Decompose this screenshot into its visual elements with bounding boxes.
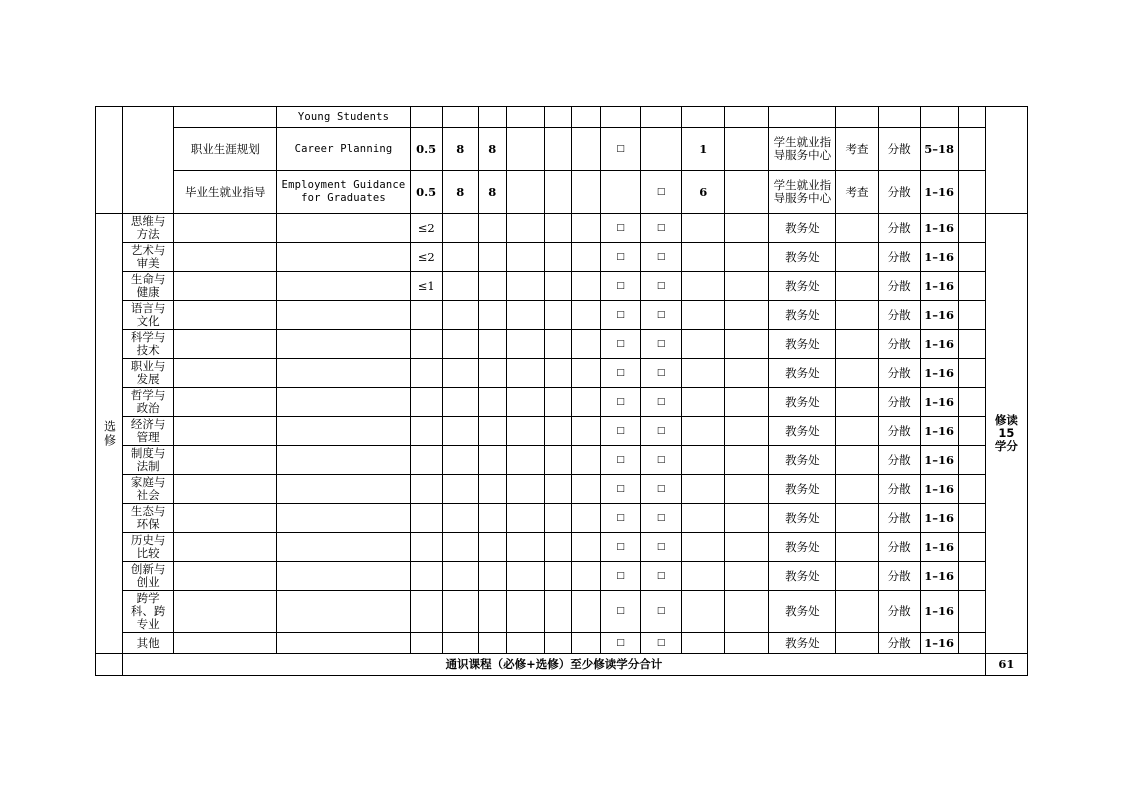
chinese-name-cell: 职业生涯规划 — [174, 128, 277, 171]
checkbox-cell: □ — [601, 359, 641, 388]
hours-theory-cell: 8 — [478, 128, 506, 171]
semester-cell: 1 — [682, 128, 725, 171]
category-cell: 制度与法制 — [123, 446, 174, 475]
checkbox-cell: □ — [601, 128, 641, 171]
department-cell: 教务处 — [769, 562, 836, 591]
credits-cell — [410, 388, 442, 417]
weeks-cell: 1–16 — [920, 446, 958, 475]
table-row — [96, 446, 1028, 475]
credits-cell: 0.5 — [410, 171, 442, 214]
category-cell: 科学与技术 — [123, 330, 174, 359]
checkbox-cell: □ — [601, 504, 641, 533]
department-cell: 教务处 — [769, 475, 836, 504]
credits-cell: 0.5 — [410, 128, 442, 171]
english-name-cell: Career Planning — [277, 128, 410, 171]
checkbox-cell: □ — [601, 633, 641, 654]
table-row — [96, 633, 1028, 654]
chinese-name-cell — [174, 107, 277, 128]
department-cell: 教务处 — [769, 504, 836, 533]
table-row — [96, 107, 1028, 128]
category-cell: 创新与创业 — [123, 562, 174, 591]
weeks-cell: 1–16 — [920, 214, 958, 243]
credits-cell — [410, 562, 442, 591]
checkbox-cell: □ — [641, 562, 682, 591]
weeks-cell: 1–16 — [920, 417, 958, 446]
table-row — [96, 171, 1028, 214]
weeks-cell: 1–16 — [920, 301, 958, 330]
checkbox-cell: □ — [601, 591, 641, 633]
table-row — [96, 475, 1028, 504]
scheduling-cell: 分散 — [878, 591, 920, 633]
hours-total-cell: 8 — [442, 128, 478, 171]
department-cell: 学生就业指导服务中心 — [769, 171, 836, 214]
department-cell: 教务处 — [769, 591, 836, 633]
department-cell: 教务处 — [769, 243, 836, 272]
assessment-cell: 考查 — [836, 128, 878, 171]
department-cell: 教务处 — [769, 388, 836, 417]
credits-cell — [410, 591, 442, 633]
checkbox-cell: □ — [601, 562, 641, 591]
scheduling-cell: 分散 — [878, 128, 920, 171]
weeks-cell: 5–18 — [920, 128, 958, 171]
department-cell: 教务处 — [769, 330, 836, 359]
table-row — [96, 417, 1028, 446]
table-row — [96, 301, 1028, 330]
table-row — [96, 591, 1028, 633]
group-cell — [96, 107, 123, 214]
weeks-cell: 1–16 — [920, 359, 958, 388]
weeks-cell: 1–16 — [920, 171, 958, 214]
elective-group-label: 选修 — [96, 214, 123, 654]
scheduling-cell: 分散 — [878, 171, 920, 214]
weeks-cell: 1–16 — [920, 633, 958, 654]
semester-cell: 6 — [682, 171, 725, 214]
checkbox-cell: □ — [601, 417, 641, 446]
subgroup-cell — [123, 107, 174, 214]
weeks-cell: 1–16 — [920, 504, 958, 533]
elective-requirement: 修读15学分 — [985, 214, 1027, 654]
category-cell: 家庭与社会 — [123, 475, 174, 504]
department-cell: 教务处 — [769, 214, 836, 243]
credits-cell — [410, 330, 442, 359]
category-cell: 跨学科、跨专业 — [123, 591, 174, 633]
table-row — [96, 504, 1028, 533]
scheduling-cell: 分散 — [878, 475, 920, 504]
credits-cell — [410, 633, 442, 654]
scheduling-cell: 分散 — [878, 330, 920, 359]
category-cell: 生态与环保 — [123, 504, 174, 533]
chinese-name-cell: 毕业生就业指导 — [174, 171, 277, 214]
checkbox-cell: □ — [601, 272, 641, 301]
checkbox-cell: □ — [641, 359, 682, 388]
hours-total-cell: 8 — [442, 171, 478, 214]
checkbox-cell: □ — [641, 475, 682, 504]
checkbox-cell: □ — [641, 301, 682, 330]
checkbox-cell: □ — [601, 330, 641, 359]
weeks-cell: 1–16 — [920, 330, 958, 359]
checkbox-cell: □ — [641, 330, 682, 359]
checkbox-cell: □ — [641, 171, 682, 214]
table-row — [96, 359, 1028, 388]
checkbox-cell: □ — [641, 214, 682, 243]
credits-cell: ≤2 — [410, 243, 442, 272]
scheduling-cell: 分散 — [878, 301, 920, 330]
scheduling-cell: 分散 — [878, 388, 920, 417]
credits-cell — [410, 359, 442, 388]
category-cell: 艺术与审美 — [123, 243, 174, 272]
checkbox-cell: □ — [601, 533, 641, 562]
checkbox-cell: □ — [601, 446, 641, 475]
category-cell: 思维与方法 — [123, 214, 174, 243]
checkbox-cell: □ — [641, 272, 682, 301]
english-name-cell: Young Students — [277, 107, 410, 128]
english-name-cell: Employment Guidance for Graduates — [277, 171, 410, 214]
scheduling-cell: 分散 — [878, 562, 920, 591]
scheduling-cell: 分散 — [878, 417, 920, 446]
checkbox-cell: □ — [601, 243, 641, 272]
table-row — [96, 272, 1028, 301]
table-row — [96, 533, 1028, 562]
table-row — [96, 243, 1028, 272]
department-cell: 教务处 — [769, 633, 836, 654]
hours-theory-cell: 8 — [478, 171, 506, 214]
checkbox-cell: □ — [601, 475, 641, 504]
scheduling-cell: 分散 — [878, 533, 920, 562]
weeks-cell: 1–16 — [920, 388, 958, 417]
weeks-cell: 1–16 — [920, 475, 958, 504]
credits-cell — [410, 301, 442, 330]
credits-cell — [410, 504, 442, 533]
checkbox-cell: □ — [641, 504, 682, 533]
total-label: 通识课程（必修+选修）至少修读学分合计 — [123, 654, 986, 676]
assessment-cell: 考查 — [836, 171, 878, 214]
credits-cell — [410, 417, 442, 446]
weeks-cell: 1–16 — [920, 272, 958, 301]
credits-cell — [410, 533, 442, 562]
table-row — [96, 562, 1028, 591]
category-cell: 历史与比较 — [123, 533, 174, 562]
weeks-cell: 1–16 — [920, 562, 958, 591]
table-row — [96, 128, 1028, 171]
checkbox-cell: □ — [641, 446, 682, 475]
total-value: 61 — [985, 654, 1027, 676]
department-cell: 教务处 — [769, 272, 836, 301]
category-cell: 生命与健康 — [123, 272, 174, 301]
category-cell: 哲学与政治 — [123, 388, 174, 417]
checkbox-cell: □ — [641, 533, 682, 562]
total-row — [96, 654, 1028, 676]
scheduling-cell: 分散 — [878, 359, 920, 388]
checkbox-cell — [601, 171, 641, 214]
scheduling-cell: 分散 — [878, 504, 920, 533]
credits-cell: ≤2 — [410, 214, 442, 243]
department-cell: 教务处 — [769, 359, 836, 388]
table-row — [96, 330, 1028, 359]
scheduling-cell: 分散 — [878, 214, 920, 243]
curriculum-table — [95, 106, 1028, 676]
category-cell: 经济与管理 — [123, 417, 174, 446]
department-cell: 教务处 — [769, 301, 836, 330]
scheduling-cell: 分散 — [878, 633, 920, 654]
weeks-cell: 1–16 — [920, 243, 958, 272]
checkbox-cell: □ — [601, 301, 641, 330]
checkbox-cell: □ — [641, 243, 682, 272]
category-cell: 职业与发展 — [123, 359, 174, 388]
checkbox-cell: □ — [641, 388, 682, 417]
checkbox-cell: □ — [641, 417, 682, 446]
department-cell: 教务处 — [769, 446, 836, 475]
checkbox-cell: □ — [601, 388, 641, 417]
credits-cell — [410, 475, 442, 504]
scheduling-cell: 分散 — [878, 446, 920, 475]
checkbox-cell — [641, 128, 682, 171]
category-cell: 语言与文化 — [123, 301, 174, 330]
department-cell: 教务处 — [769, 533, 836, 562]
checkbox-cell: □ — [601, 214, 641, 243]
weeks-cell: 1–16 — [920, 591, 958, 633]
department-cell: 学生就业指导服务中心 — [769, 128, 836, 171]
credits-cell — [410, 446, 442, 475]
table-row — [96, 214, 1028, 243]
credits-cell: ≤1 — [410, 272, 442, 301]
scheduling-cell: 分散 — [878, 243, 920, 272]
table-row — [96, 388, 1028, 417]
category-cell: 其他 — [123, 633, 174, 654]
checkbox-cell: □ — [641, 633, 682, 654]
checkbox-cell: □ — [641, 591, 682, 633]
weeks-cell: 1–16 — [920, 533, 958, 562]
department-cell: 教务处 — [769, 417, 836, 446]
scheduling-cell: 分散 — [878, 272, 920, 301]
group-note-cell — [985, 107, 1027, 214]
